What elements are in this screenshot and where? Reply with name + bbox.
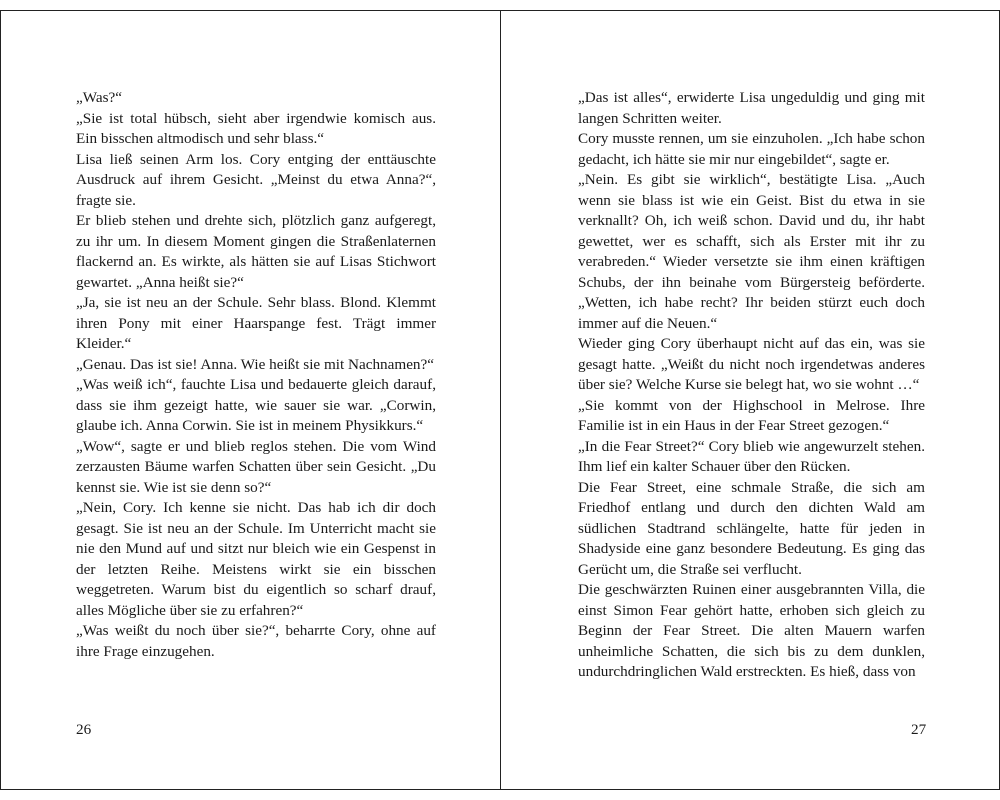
paragraph: „Ja, sie ist neu an der Schule. Sehr blass. Blond. Klemmt ihren Pony mit einer Haarspange fest. Trägt immer Kleider.“ xyxy=(76,294,436,352)
paragraph: „Das ist alles“, erwiderte Lisa ungeduldig und ging mit langen Schritten weiter. xyxy=(578,89,925,127)
paragraph: „Sie kommt von der Highschool in Melrose. Ihre Familie ist in ein Haus in der Fear Street gezogen.“ xyxy=(578,396,925,434)
paragraph: „Wow“, sagte er und blieb reglos stehen. Die vom Wind zerzausten Bäume warfen Schatten über sein Gesicht. „Du kennst sie. Wie ist sie denn so?“ xyxy=(76,437,436,496)
paragraph: „Nein. Es gibt sie wirklich“, bestätigte Lisa. „Auch wenn sie blass ist wie ein Geist. Bist du etwa in sie verknallt? Oh, ich weiß schon. David und du, ihr habt gewettet, wer es schafft, sich als Erster mit ihr zu verabreden.“ Wieder versetzte sie ihm einen kräftigen Schubs, der ihn beinahe vom Bürgersteig beförderte. „Wetten, ich habe recht? Ihr beiden stürzt euch doch immer auf die Neuen.“ xyxy=(578,171,925,332)
paragraph: Cory musste rennen, um sie einzuholen. „Ich habe schon gedacht, ich hätte sie mir nur eingebildet“, sagte er. xyxy=(578,130,925,168)
paragraph: „In die Fear Street?“ Cory blieb wie angewurzelt stehen. Ihm lief ein kalter Schauer über den Rücken. xyxy=(578,437,925,475)
paragraph: Lisa ließ seinen Arm los. Cory entging der enttäuschte Ausdruck auf ihrem Gesicht. „Meinst du etwa Anna?“, fragte sie. xyxy=(76,150,436,209)
right-page-text xyxy=(578,88,925,683)
page-number-left: 26 xyxy=(76,721,92,738)
paragraph: Die geschwärzten Ruinen einer ausgebrannten Villa, die einst Simon Fear gehört hatte, erhoben sich gleich zu Beginn der Fear Street. Die alten Mauern warfen unheimliche Schatten, die sich bis zu dem dunklen, undurchdringlichen Wald erstreckten. Es hieß, dass von xyxy=(578,581,925,680)
paragraph: „Was?“ xyxy=(76,89,122,106)
left-page xyxy=(0,11,501,789)
paragraph: Wieder ging Cory überhaupt nicht auf das ein, was sie gesagt hatte. „Weißt du nicht noch irgendetwas anderes über sie? Welche Kurse sie belegt hat, wo sie wohnt …“ xyxy=(578,335,925,393)
paragraph: „Nein, Cory. Ich kenne sie nicht. Das hab ich dir doch gesagt. Sie ist neu an der Schule. Im Unterricht macht sie nie den Mund auf und sitzt nur bleich wie ein Gespenst in der letzten Reihe. Meistens wirkt sie ein bisschen weggetreten. Warum bist du eigentlich so scharf drauf, alles Mögliche über sie zu erfahren?“ xyxy=(76,499,436,619)
page-number-right: 27 xyxy=(911,721,927,738)
paragraph: Er blieb stehen und drehte sich, plötzlich ganz aufgeregt, zu ihr um. In diesem Moment gingen die Straßenlaternen flackernd an. Es wirkte, als hätten sie auf Lisas Stichwort gewartet. „Anna heißt sie?“ xyxy=(76,212,436,291)
left-page-text xyxy=(76,88,436,662)
paragraph: „Was weißt du noch über sie?“, beharrte Cory, ohne auf ihre Frage einzugehen. xyxy=(76,622,436,660)
paragraph: Die Fear Street, eine schmale Straße, die sich am Friedhof entlang und durch den dichten Wald am südlichen Stadtrand schlängelte, hatte für jeden in Shadyside eine ganz besondere Bedeutung. Es ging das Gerücht um, die Straße sei verflucht. xyxy=(578,478,925,578)
paragraph: „Genau. Das ist sie! Anna. Wie heißt sie mit Nachnamen?“ xyxy=(76,355,435,373)
paragraph: „Was weiß ich“, fauchte Lisa und bedauerte gleich darauf, dass sie ihm gezeigt hatte, wie sauer sie war. „Corwin, glaube ich. Anna Corwin. Sie ist in meinem Physikkurs.“ xyxy=(76,376,436,434)
book-spread xyxy=(0,10,1000,790)
paragraph: „Sie ist total hübsch, sieht aber irgendwie komisch aus. Ein bisschen altmodisch und sehr blass.“ xyxy=(76,109,436,147)
